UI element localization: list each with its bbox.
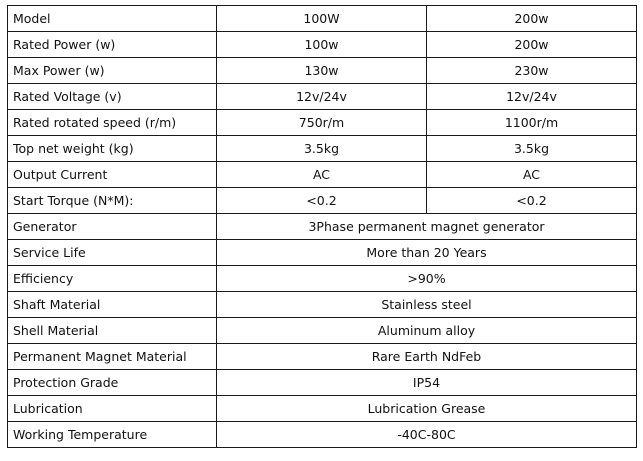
row-label: Shaft Material — [8, 292, 217, 318]
value-cell: 12v/24v — [427, 84, 637, 110]
spec-table — [7, 5, 637, 448]
table-row — [8, 136, 637, 162]
value-cell: >90% — [217, 266, 637, 292]
value-cell: 3.5kg — [427, 136, 637, 162]
table-row — [8, 32, 637, 58]
table-row — [8, 344, 637, 370]
row-label: Output Current — [8, 162, 217, 188]
table-row — [8, 188, 637, 214]
value-cell: More than 20 Years — [217, 240, 637, 266]
table-row — [8, 266, 637, 292]
value-cell: Lubrication Grease — [217, 396, 637, 422]
value-cell: 230w — [427, 58, 637, 84]
value-cell: 130w — [217, 58, 427, 84]
table-row — [8, 292, 637, 318]
table-row — [8, 370, 637, 396]
table-row — [8, 84, 637, 110]
value-cell: 100w — [217, 32, 427, 58]
row-label: Generator — [8, 214, 217, 240]
row-label: Rated Power (w) — [8, 32, 217, 58]
value-cell: AC — [217, 162, 427, 188]
value-cell: Stainless steel — [217, 292, 637, 318]
value-cell: 100W — [217, 6, 427, 32]
row-label: Efficiency — [8, 266, 217, 292]
value-cell: <0.2 — [427, 188, 637, 214]
value-cell: 200w — [427, 32, 637, 58]
table-row — [8, 6, 637, 32]
value-cell: 1100r/m — [427, 110, 637, 136]
row-label: Rated rotated speed (r/m) — [8, 110, 217, 136]
row-label: Top net weight (kg) — [8, 136, 217, 162]
row-label: Rated Voltage (v) — [8, 84, 217, 110]
row-label: Permanent Magnet Material — [8, 344, 217, 370]
table-row — [8, 58, 637, 84]
value-cell: 200w — [427, 6, 637, 32]
value-cell: 3Phase permanent magnet generator — [217, 214, 637, 240]
table-row — [8, 110, 637, 136]
row-label: Max Power (w) — [8, 58, 217, 84]
table-row — [8, 162, 637, 188]
value-cell: 750r/m — [217, 110, 427, 136]
value-cell: 3.5kg — [217, 136, 427, 162]
value-cell: AC — [427, 162, 637, 188]
table-row — [8, 422, 637, 448]
value-cell: Aluminum alloy — [217, 318, 637, 344]
row-label: Lubrication — [8, 396, 217, 422]
row-label: Model — [8, 6, 217, 32]
value-cell: -40C-80C — [217, 422, 637, 448]
row-label: Service Life — [8, 240, 217, 266]
row-label: Shell Material — [8, 318, 217, 344]
table-row — [8, 318, 637, 344]
row-label: Working Temperature — [8, 422, 217, 448]
table-row — [8, 396, 637, 422]
row-label: Protection Grade — [8, 370, 217, 396]
table-row — [8, 214, 637, 240]
table-row — [8, 240, 637, 266]
row-label: Start Torque (N*M): — [8, 188, 217, 214]
value-cell: Rare Earth NdFeb — [217, 344, 637, 370]
value-cell: 12v/24v — [217, 84, 427, 110]
value-cell: IP54 — [217, 370, 637, 396]
value-cell: <0.2 — [217, 188, 427, 214]
